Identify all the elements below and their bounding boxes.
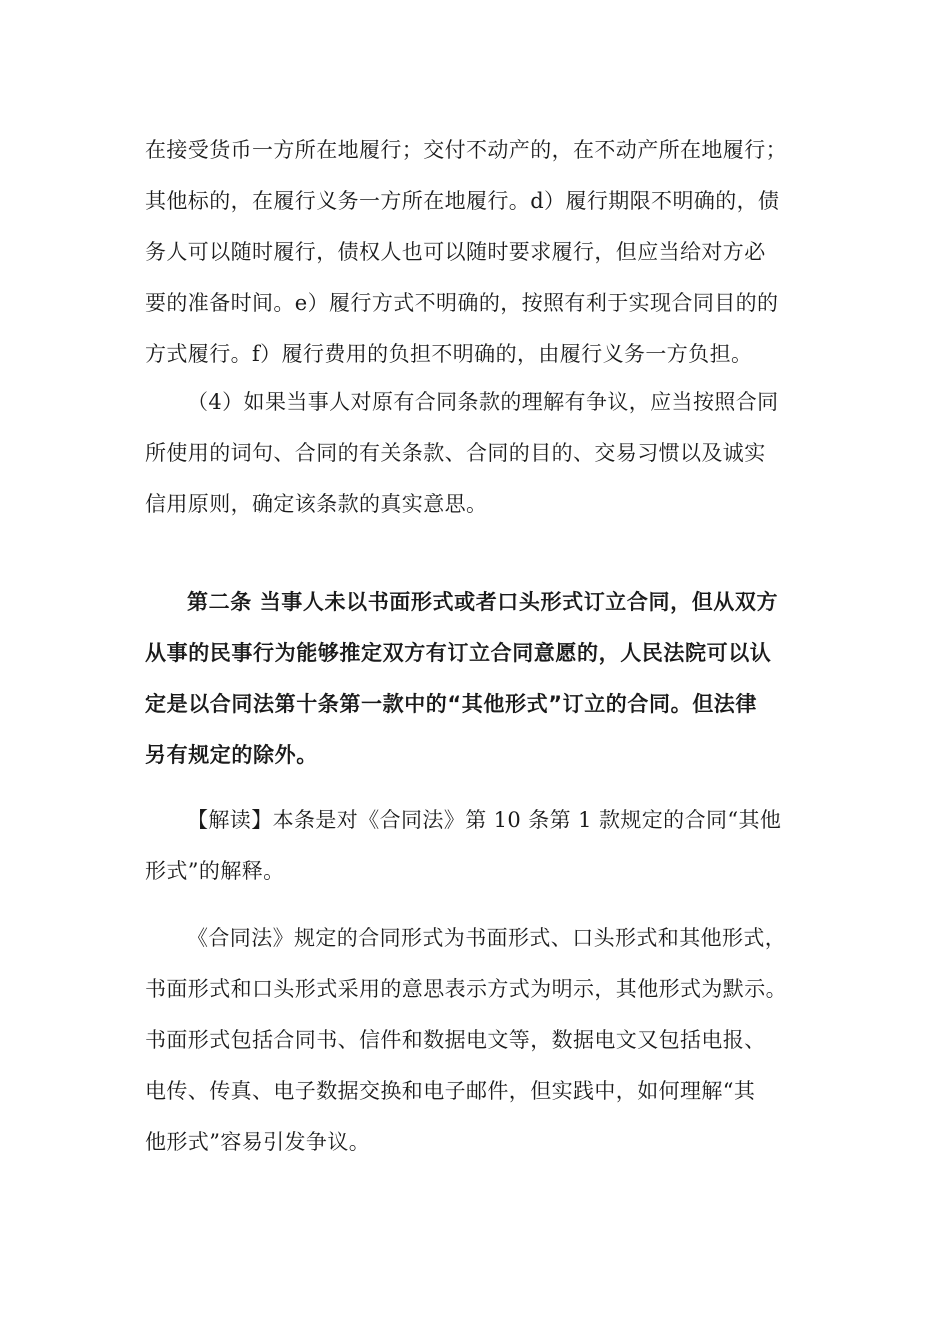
text-line: 在接受货币一方所在地履行；交付不动产的，在不动产所在地履行； — [145, 138, 787, 162]
text-line: 方式履行。f）履行费用的负担不明确的，由履行义务一方负担。 — [145, 342, 753, 366]
text-line: 所使用的词句、合同的有关条款、合同的目的、交易习惯以及诚实 — [145, 441, 766, 465]
text-line: 要的准备时间。e）履行方式不明确的，按照有利于实现合同目的的 — [145, 291, 779, 315]
text-line: 其他标的，在履行义务一方所在地履行。d）履行期限不明确的，债 — [145, 189, 780, 213]
text-line: 电传、传真、电子数据交换和电子邮件，但实践中，如何理解“其 — [145, 1079, 756, 1103]
text-line: 书面形式包括合同书、信件和数据电文等，数据电文又包括电报、 — [145, 1028, 766, 1052]
text-line: 第二条 当事人未以书面形式或者口头形式订立合同，但从双方 — [187, 590, 779, 614]
text-line: 务人可以随时履行，债权人也可以随时要求履行，但应当给对方必 — [145, 240, 766, 264]
text-line: 他形式”容易引发争议。 — [145, 1130, 371, 1154]
text-line: 《合同法》规定的合同形式为书面形式、口头形式和其他形式， — [187, 926, 787, 950]
article-2-heading — [145, 577, 815, 781]
text-line: 书面形式和口头形式采用的意思表示方式为明示，其他形式为默示。 — [145, 977, 787, 1001]
text-line: 另有规定的除外。 — [145, 743, 318, 767]
paragraph-performance-rules — [145, 125, 815, 380]
paragraph-contract-forms — [145, 913, 815, 1168]
paragraph-dispute-clause — [145, 377, 815, 530]
text-line: （4）如果当事人对原有合同条款的理解有争议，应当按照合同 — [187, 390, 779, 414]
text-line: 从事的民事行为能够推定双方有订立合同意愿的，人民法院可以认 — [145, 641, 772, 665]
text-line: 形式”的解释。 — [145, 859, 285, 883]
paragraph-interpretation — [145, 795, 815, 897]
text-line: 【解读】本条是对《合同法》第 10 条第 1 款规定的合同“其他 — [187, 808, 782, 832]
text-line: 信用原则，确定该条款的真实意思。 — [145, 492, 488, 516]
text-line: 定是以合同法第十条第一款中的“其他形式”订立的合同。但法律 — [145, 692, 758, 716]
